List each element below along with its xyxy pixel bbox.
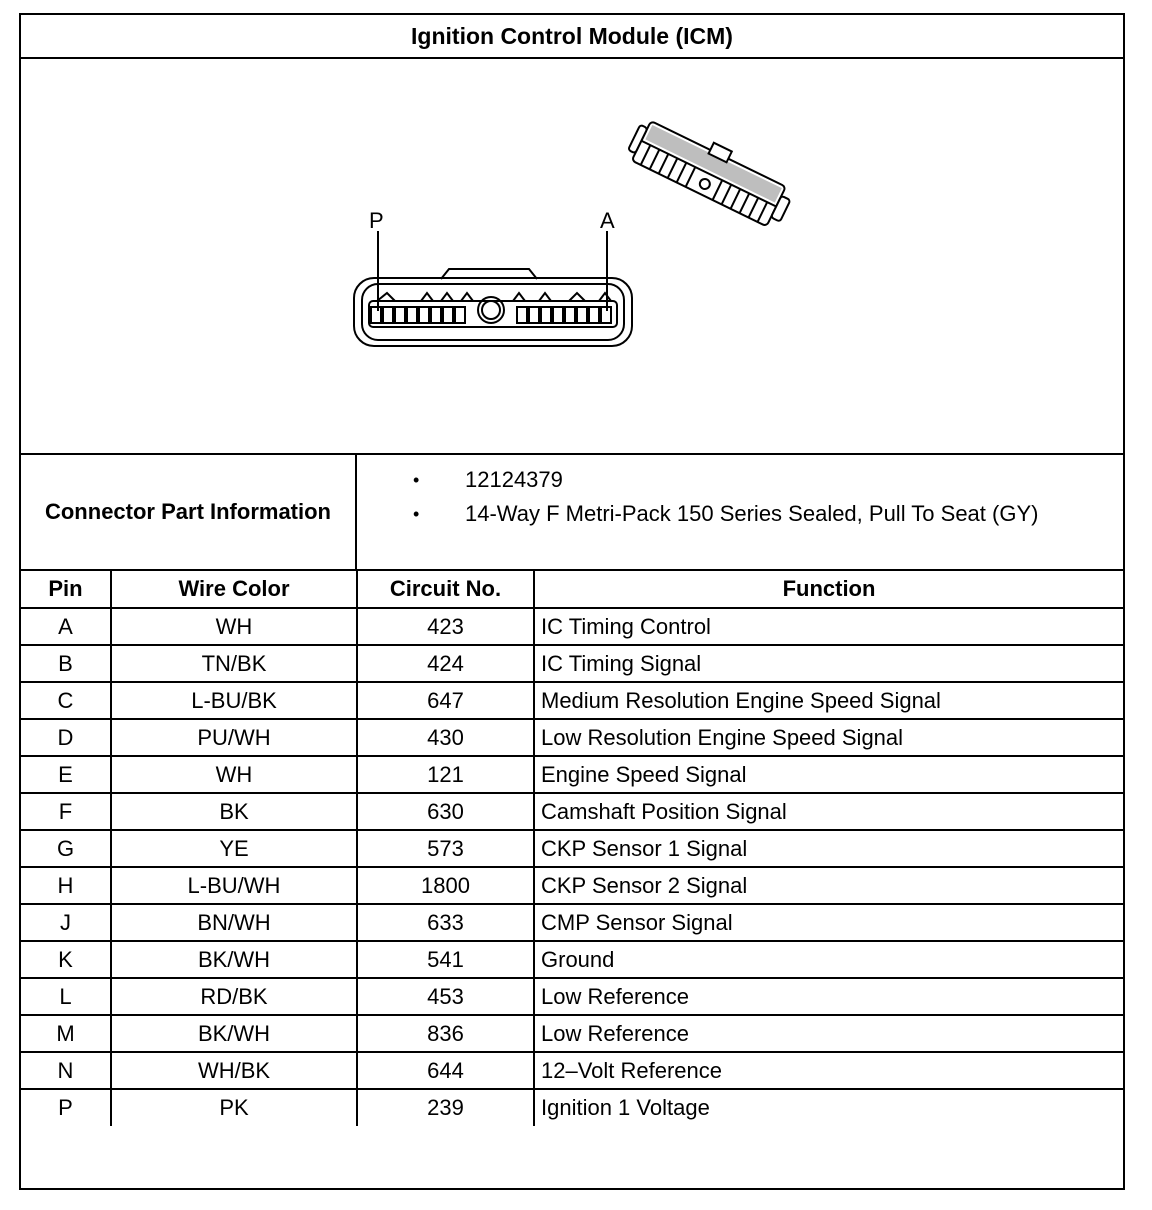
connector-isometric-icon [625,110,799,230]
cell-circuit: 573 [357,830,534,867]
cell-circuit: 239 [357,1089,534,1126]
cell-pin: C [21,682,111,719]
cell-wire-color: WH/BK [111,1052,357,1089]
cell-function: Ground [534,941,1123,978]
connector-info-label: Connector Part Information [21,455,357,569]
cell-function: Camshaft Position Signal [534,793,1123,830]
pinout-table [21,571,1123,1126]
connector-info-row [21,453,1123,571]
cell-circuit: 836 [357,1015,534,1052]
connector-info-list [361,463,1121,531]
cell-function: Low Resolution Engine Speed Signal [534,719,1123,756]
cell-function: CKP Sensor 1 Signal [534,830,1123,867]
connector-description: 14-Way F Metri-Pack 150 Series Sealed, Pull To Seat (GY) [465,501,1039,526]
cell-pin: F [21,793,111,830]
table-row [21,793,1123,830]
connector-figure [21,59,1123,453]
table-row [21,719,1123,756]
table-row [21,867,1123,904]
cell-pin: J [21,904,111,941]
cell-function: Engine Speed Signal [534,756,1123,793]
cell-wire-color: BK/WH [111,1015,357,1052]
cell-function: Medium Resolution Engine Speed Signal [534,682,1123,719]
list-item [361,497,1121,531]
table-row [21,830,1123,867]
list-item [361,463,1121,497]
cell-wire-color: L-BU/WH [111,867,357,904]
cell-pin: K [21,941,111,978]
cell-circuit: 430 [357,719,534,756]
cell-pin: P [21,1089,111,1126]
cell-circuit: 633 [357,904,534,941]
table-row [21,756,1123,793]
cell-function: Ignition 1 Voltage [534,1089,1123,1126]
cell-function: Low Reference [534,1015,1123,1052]
cell-wire-color: RD/BK [111,978,357,1015]
header-function: Function [534,571,1123,608]
cell-function: 12–Volt Reference [534,1052,1123,1089]
cell-wire-color: BK [111,793,357,830]
cell-circuit: 644 [357,1052,534,1089]
cell-wire-color: L-BU/BK [111,682,357,719]
table-row [21,682,1123,719]
connector-sheet [19,13,1125,1190]
cell-function: IC Timing Signal [534,645,1123,682]
cell-circuit: 541 [357,941,534,978]
page-title: Ignition Control Module (ICM) [21,15,1123,59]
cell-wire-color: BK/WH [111,941,357,978]
cell-function: Low Reference [534,978,1123,1015]
cell-circuit: 121 [357,756,534,793]
table-row [21,941,1123,978]
cell-pin: G [21,830,111,867]
pin-label-a: A [600,208,615,233]
cell-pin: B [21,645,111,682]
cell-circuit: 1800 [357,867,534,904]
cell-pin: A [21,608,111,645]
part-number: 12124379 [465,467,563,492]
cell-circuit: 453 [357,978,534,1015]
cell-circuit: 424 [357,645,534,682]
table-row [21,978,1123,1015]
cell-wire-color: TN/BK [111,645,357,682]
cell-wire-color: PU/WH [111,719,357,756]
table-row [21,1052,1123,1089]
bullet-icon: • [413,470,420,490]
cell-pin: E [21,756,111,793]
cell-wire-color: WH [111,608,357,645]
table-row [21,904,1123,941]
cell-wire-color: PK [111,1089,357,1126]
cell-circuit: 630 [357,793,534,830]
cell-wire-color: BN/WH [111,904,357,941]
table-header-row [21,571,1123,608]
pin-label-p: P [369,208,384,233]
cell-pin: H [21,867,111,904]
cell-function: IC Timing Control [534,608,1123,645]
header-wire-color: Wire Color [111,571,357,608]
header-circuit-no: Circuit No. [357,571,534,608]
cell-pin: M [21,1015,111,1052]
table-row [21,645,1123,682]
cell-circuit: 647 [357,682,534,719]
cell-function: CKP Sensor 2 Signal [534,867,1123,904]
header-pin: Pin [21,571,111,608]
cell-wire-color: YE [111,830,357,867]
cell-wire-color: WH [111,756,357,793]
bullet-icon: • [413,504,420,524]
connector-face-diagram [21,59,1123,453]
cell-function: CMP Sensor Signal [534,904,1123,941]
cell-circuit: 423 [357,608,534,645]
table-row [21,1089,1123,1126]
table-row [21,608,1123,645]
table-row [21,1015,1123,1052]
cell-pin: D [21,719,111,756]
cell-pin: N [21,1052,111,1089]
cell-pin: L [21,978,111,1015]
